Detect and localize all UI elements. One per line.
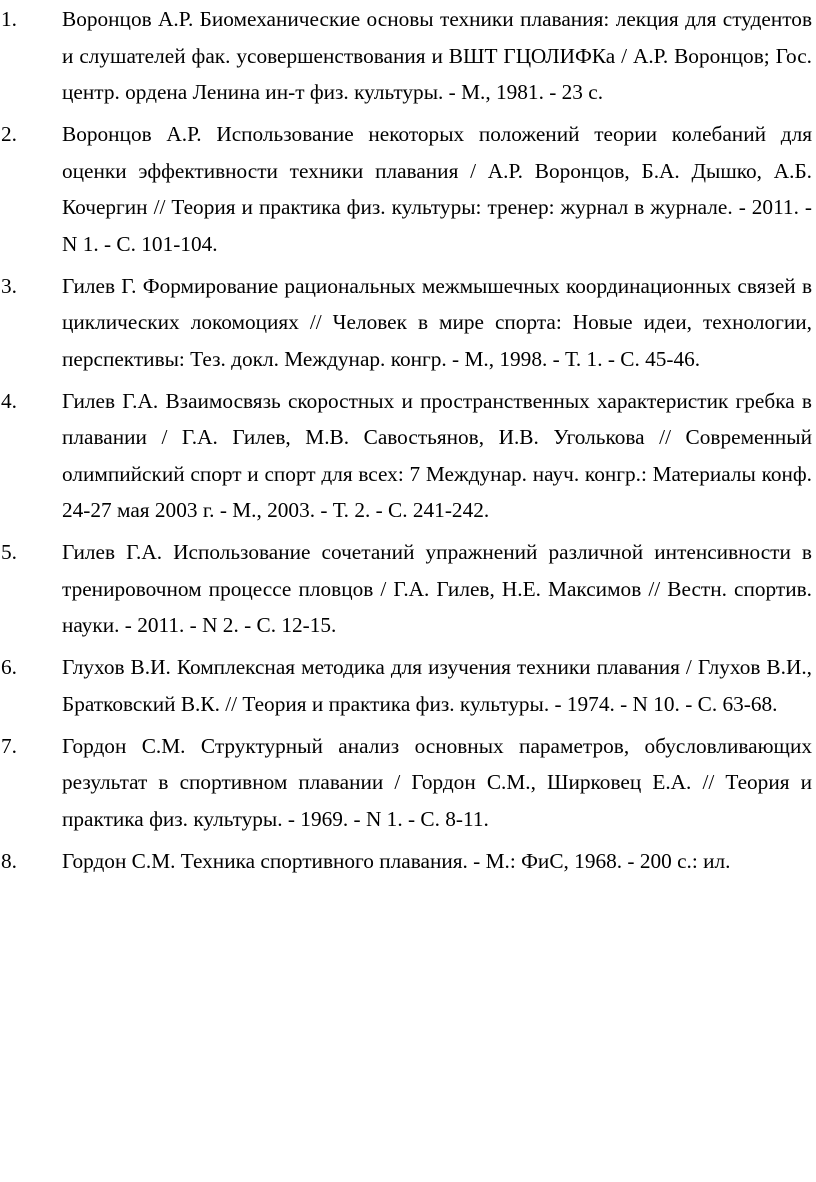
- reference-item-5: [0, 534, 816, 644]
- reference-item-3: [0, 268, 816, 378]
- reference-item-7: [0, 728, 816, 838]
- reference-item-8: [0, 843, 816, 880]
- reference-number: 8.: [1, 848, 17, 873]
- reference-text: Гилев Г.А. Использование сочетаний упражнений различной интенсивности в тренировочном процессе пловцов / Г.А. Гилев, Н.Е. Максимов // Вестн. спортив. науки. - 2011. - N 2. - С. 12-15.: [62, 540, 812, 637]
- reference-text: Гилев Г.А. Взаимосвязь скоростных и пространственных характеристик гребка в плавании / Г.А. Гилев, М.В. Савостьянов, И.В. Уголькова // Современный олимпийский спорт и спорт для всех: 7 Междунар. науч. конгр.: Материалы конф. 24-27 мая 2003 г. - М., 2003. - Т. 2. - С. 241-242.: [62, 388, 812, 522]
- reference-item-2: [0, 116, 816, 262]
- reference-text: Воронцов А.Р. Биомеханические основы техники плавания: лекция для студентов и слушателей фак. усовершенствования и ВШТ ГЦОЛИФКа / А.Р. Воронцов; Гос. центр. ордена Ленина ин-т физ. культуры. - М., 1981. - 23 с.: [62, 7, 812, 104]
- reference-number: 5.: [1, 540, 17, 564]
- reference-item-4: [0, 383, 816, 529]
- reference-number: 7.: [1, 733, 17, 758]
- reference-number: 2.: [1, 122, 17, 146]
- reference-list: [0, 1, 816, 885]
- reference-text: Воронцов А.Р. Использование некоторых положений теории колебаний для оценки эффективности техники плавания / А.Р. Воронцов, Б.А. Дышко, А.Б. Кочергин // Теория и практика физ. культуры: тренер: журнал в журнале. - 2011. - N 1. - С. 101-104.: [62, 122, 812, 256]
- reference-number: 4.: [1, 388, 17, 413]
- reference-number: 1.: [1, 7, 17, 31]
- reference-text: Гилев Г. Формирование рациональных межмышечных координационных связей в циклических локомоциях // Человек в мире спорта: Новые идеи, технологии, перспективы: Тез. докл. Междунар. конгр. - М., 1998. - Т. 1. - С. 45-46.: [62, 273, 812, 371]
- reference-item-1: [0, 1, 816, 111]
- reference-text: Гордон С.М. Структурный анализ основных параметров, обусловливающих результат в спортивном плавании / Гордон С.М., Ширковец Е.А. // Теория и практика физ. культуры. - 1969. - N 1. - С. 8-11.: [62, 733, 812, 831]
- reference-item-6: [0, 649, 816, 722]
- reference-number: 6.: [1, 655, 17, 679]
- reference-text: Гордон С.М. Техника спортивного плавания. - М.: ФиС, 1968. - 200 с.: ил.: [62, 848, 731, 873]
- reference-text: Глухов В.И. Комплексная методика для изучения техники плавания / Глухов В.И., Братковский В.К. // Теория и практика физ. культуры. - 1974. - N 10. - С. 63-68.: [62, 655, 812, 716]
- reference-number: 3.: [1, 273, 17, 298]
